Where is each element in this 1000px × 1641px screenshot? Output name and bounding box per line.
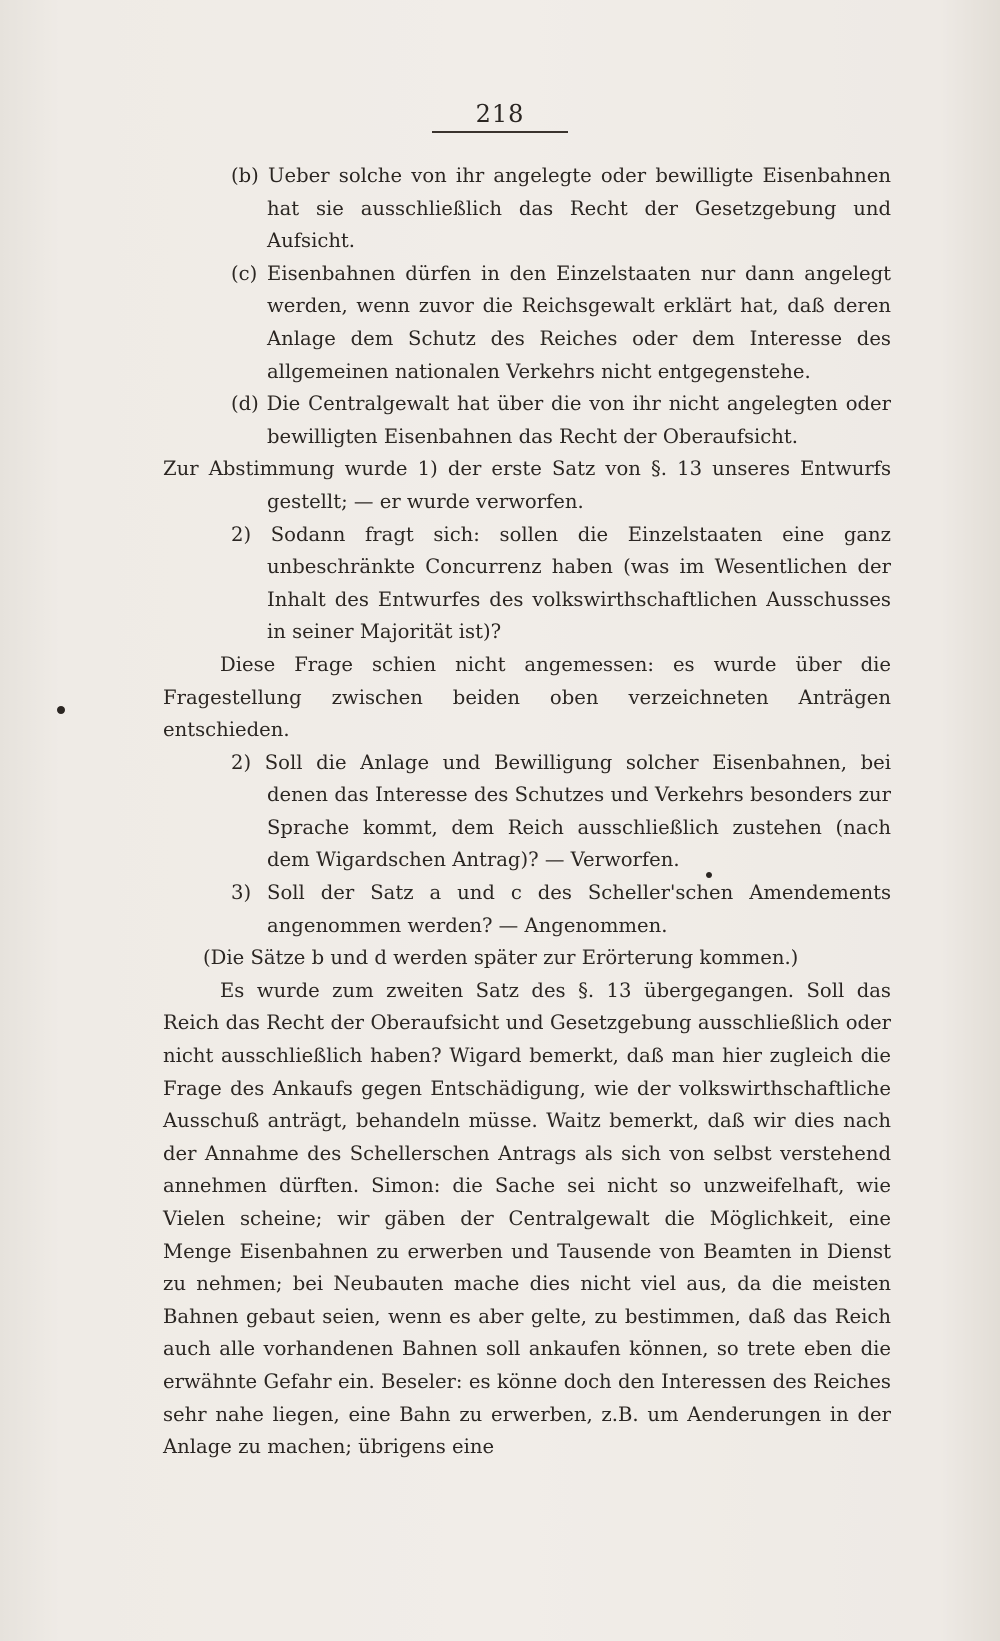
page-header	[0, 100, 1000, 133]
paragraph-parenthetical: (Die Sätze b und d werden später zur Erörterung kommen.)	[203, 946, 799, 970]
paragraph-d: (d) Die Centralgewalt hat über die von ihr nicht angelegten oder bewilligten Eisenbahnen das Recht der Oberaufsicht.	[231, 392, 891, 448]
margin-dot	[57, 706, 65, 714]
body-text	[163, 160, 891, 1464]
paragraph-discussion: Es wurde zum zweiten Satz des §. 13 übergegangen. Soll das Reich das Recht der Oberaufsicht und Gesetzgebung ausschließlich oder nicht ausschließlich haben? Wigard bemerkt, daß man hier zugleich die Frage des Ankaufs gegen Entschädigung, wie der volkswirthschaftliche Ausschuß anträgt, behandeln müsse. Waitz bemerkt, daß wir dies nach der Annahme des Schellerschen Antrags als sich von selbst verstehend annehmen dürften. Simon: die Sache sei nicht so unzweifelhaft, wie Vielen scheine; wir gäben der Centralgewalt die Möglichkeit, eine Menge Eisenbahnen zu erwerben und Tausende von Beamten in Dienst zu nehmen; bei Neubauten mache dies nicht viel aus, da die meisten Bahnen gebaut seien, wenn es aber gelte, zu bestimmen, daß das Reich auch alle vorhandenen Bahnen soll ankaufen können, so trete eben die erwähnte Gefahr ein. Beseler: es könne doch den Interessen des Reiches sehr nahe liegen, eine Bahn zu erwerben, z.B. um Aenderungen in der Anlage zu machen; übrigens eine	[163, 978, 891, 1459]
paragraph-question-note: Diese Frage schien nicht angemessen: es wurde über die Fragestellung zwischen beiden oben verzeichneten Anträgen entschieden.	[163, 652, 891, 742]
paragraph-b: (b) Ueber solche von ihr angelegte oder bewilligte Eisenbahnen hat sie ausschließlich das Recht der Gesetzgebung und Aufsicht.	[231, 164, 891, 253]
paragraph-vote-3: 3) Soll der Satz a und c des Scheller'schen Amendements angenommen werden? — Angenommen.	[231, 881, 891, 937]
ink-speck	[706, 872, 712, 878]
paragraph-question-2: 2) Sodann fragt sich: sollen die Einzelstaaten eine ganz unbeschränkte Concurrenz haben (was im Wesentlichen der Inhalt des Entwurfes des volkswirthschaftlichen Ausschusses in seiner Majorität ist)?	[231, 522, 891, 644]
paragraph-vote-1: Zur Abstimmung wurde 1) der erste Satz von §. 13 unseres Entwurfs gestellt; — er wurde verworfen.	[163, 457, 891, 513]
page-number: 218	[432, 100, 569, 133]
paragraph-c: (c) Eisenbahnen dürfen in den Einzelstaaten nur dann angelegt werden, wenn zuvor die Reichsgewalt erklärt hat, daß deren Anlage dem Schutz des Reiches oder dem Interesse des allgemeinen nationalen Verkehrs nicht entgegenstehe.	[231, 261, 891, 383]
paragraph-vote-2: 2) Soll die Anlage und Bewilligung solcher Eisenbahnen, bei denen das Interesse des Schutzes und Verkehrs besonders zur Sprache kommt, dem Reich ausschließlich zustehen (nach dem Wigardschen Antrag)? — Verworfen.	[231, 750, 891, 872]
